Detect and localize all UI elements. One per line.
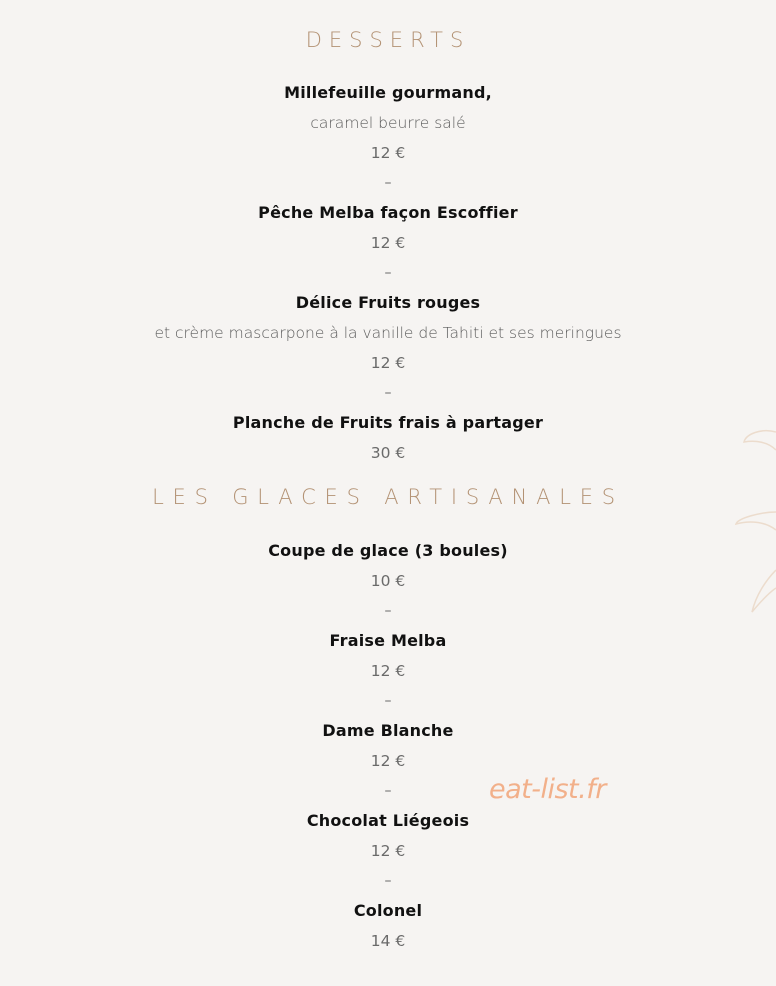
list-item <box>0 78 776 198</box>
list-item <box>0 806 776 896</box>
list-item <box>0 626 776 716</box>
leaf-decoration-icon <box>716 420 776 620</box>
item-separator: – <box>384 175 392 191</box>
item-separator: – <box>384 603 392 619</box>
item-name: Millefeuille gourmand, <box>284 83 492 102</box>
item-price: 12 € <box>370 662 406 680</box>
item-description: caramel beurre salé <box>310 114 466 132</box>
item-price: 12 € <box>370 752 406 770</box>
item-name: Fraise Melba <box>329 631 447 650</box>
item-description: et crème mascarpone à la vanille de Tahiti et ses meringues <box>154 324 622 342</box>
item-separator: – <box>384 873 392 889</box>
item-price: 12 € <box>370 842 406 860</box>
list-item <box>0 288 776 408</box>
section-title-glaces: LES GLACES ARTISANALES <box>152 485 624 509</box>
item-separator: – <box>384 385 392 401</box>
item-separator: – <box>384 265 392 281</box>
glaces-list <box>0 536 776 956</box>
section-title-desserts: DESSERTS <box>305 28 471 52</box>
list-item <box>0 896 776 956</box>
item-name: Dame Blanche <box>322 721 454 740</box>
watermark: eat-list.fr <box>489 774 606 805</box>
item-name: Coupe de glace (3 boules) <box>268 541 508 560</box>
item-price: 14 € <box>370 932 406 950</box>
item-name: Pêche Melba façon Escoffier <box>258 203 518 222</box>
list-item <box>0 536 776 626</box>
item-price: 12 € <box>370 354 406 372</box>
item-name: Colonel <box>353 901 423 920</box>
item-name: Planche de Fruits frais à partager <box>232 413 544 432</box>
item-price: 30 € <box>370 444 406 462</box>
item-price: 12 € <box>370 144 406 162</box>
item-price: 10 € <box>370 572 406 590</box>
item-name: Délice Fruits rouges <box>295 293 481 312</box>
list-item <box>0 198 776 288</box>
item-separator: – <box>384 693 392 709</box>
list-item <box>0 408 776 468</box>
item-separator: – <box>384 783 392 799</box>
item-price: 12 € <box>370 234 406 252</box>
list-item <box>0 716 776 806</box>
item-name: Chocolat Liégeois <box>306 811 470 830</box>
desserts-list <box>0 78 776 468</box>
